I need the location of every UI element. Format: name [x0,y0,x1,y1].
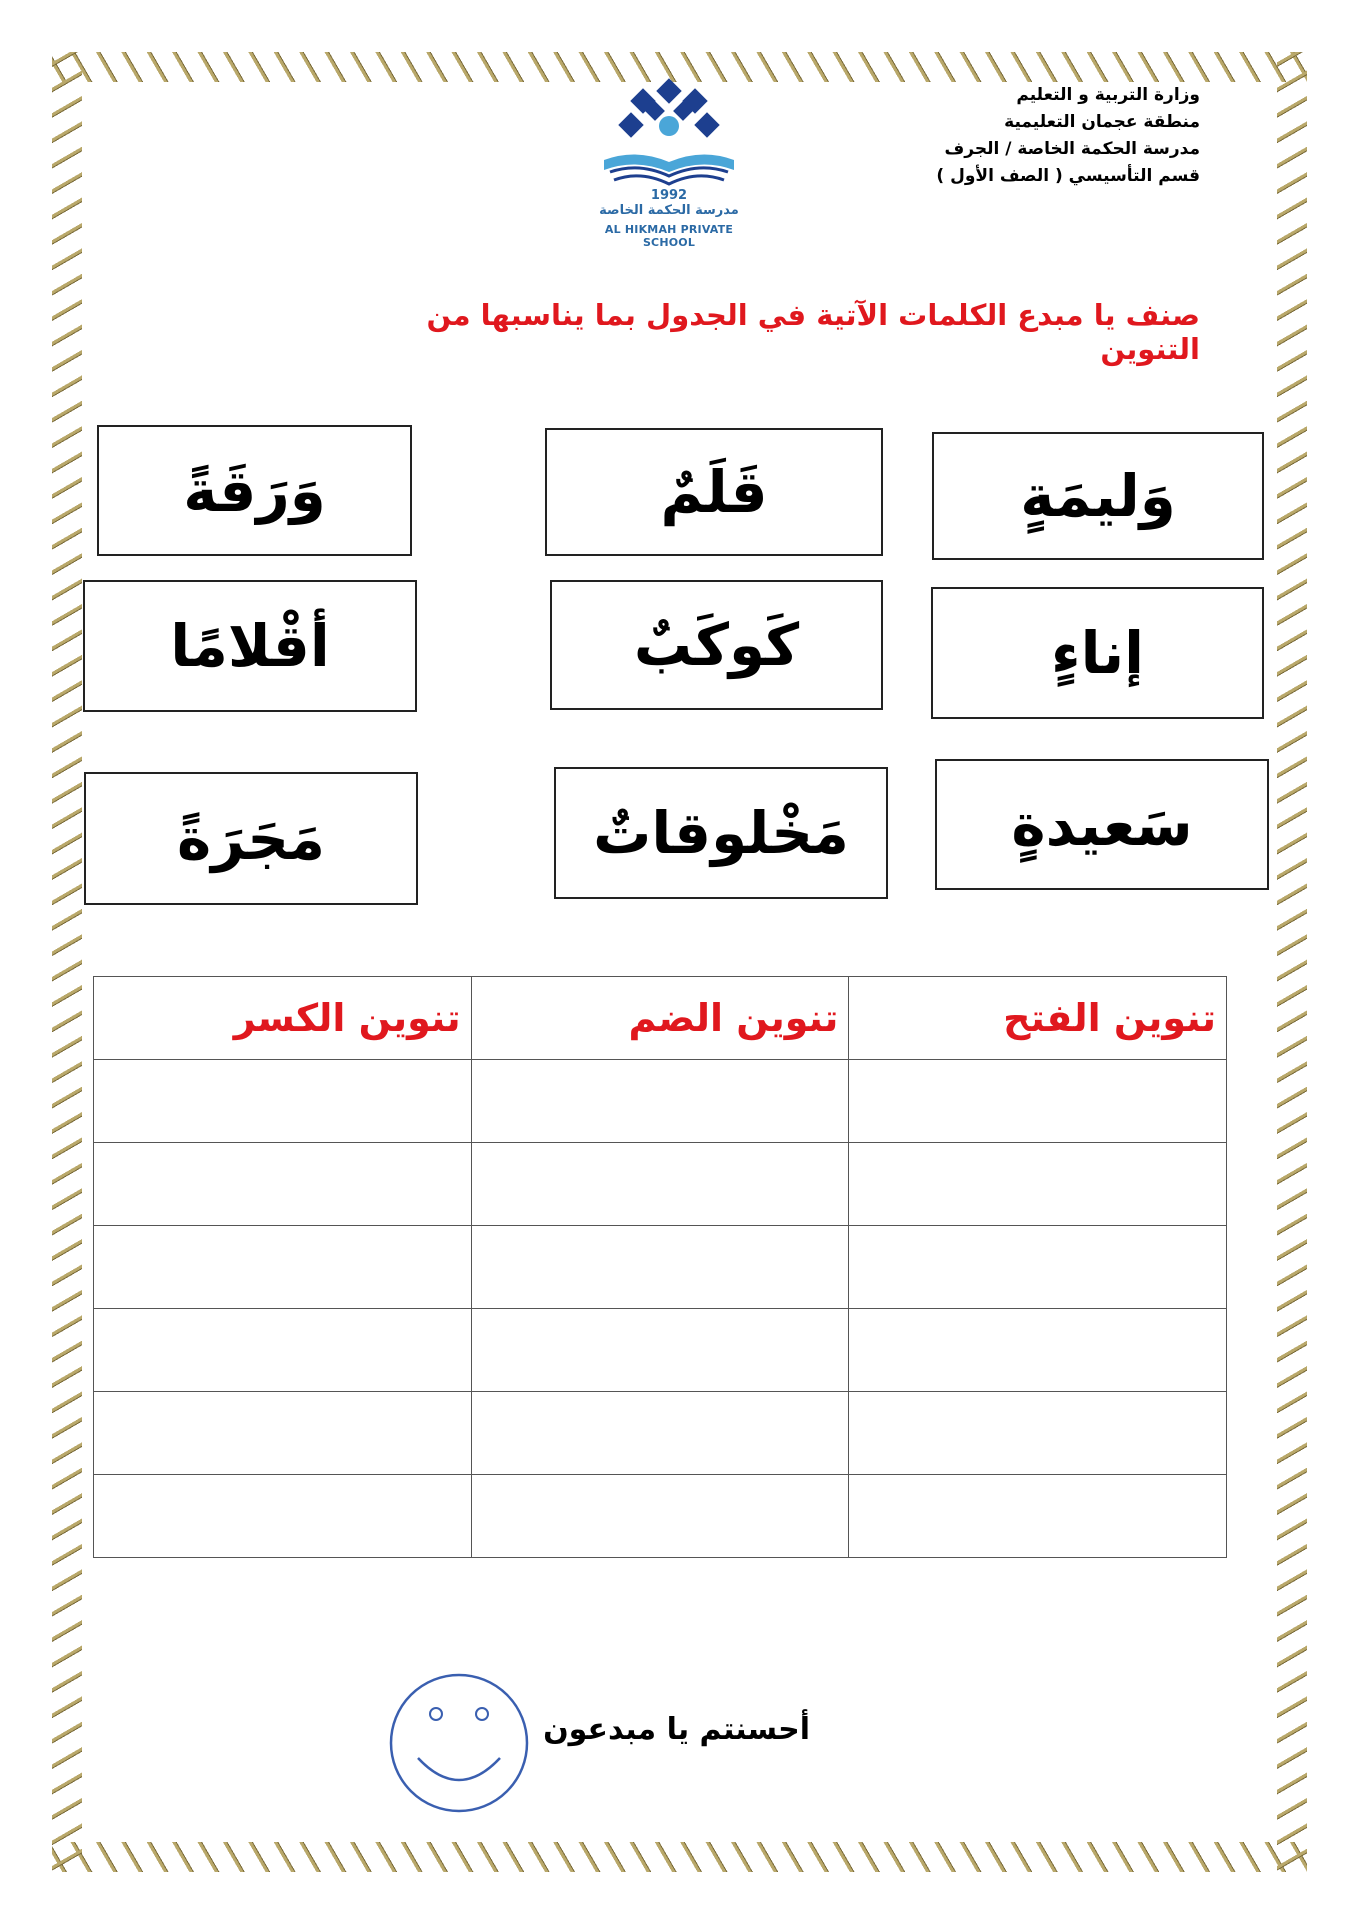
answer-cell[interactable] [471,1143,849,1226]
logo-year: 1992 [650,188,688,203]
section-line: قسم التأسيسي ( الصف الأول ) [936,166,1200,186]
answer-cell[interactable] [471,1226,849,1309]
school-line: مدرسة الحكمة الخاصة / الجرف [944,139,1200,159]
word-card: قَلَمٌ [545,428,883,556]
word-card: وَليمَةٍ [932,432,1264,560]
word-card: سَعيدةٍ [935,759,1269,890]
word-card: مَجَرَةً [84,772,418,905]
table-row [94,1226,1227,1309]
answer-cell[interactable] [849,1392,1227,1475]
answer-cell[interactable] [471,1060,849,1143]
answer-cell[interactable] [94,1392,472,1475]
column-header-kasr: تنوين الكسر [94,977,472,1060]
answer-cell[interactable] [94,1475,472,1558]
decorative-border-left [52,52,82,1872]
answer-cell[interactable] [94,1143,472,1226]
answer-cell[interactable] [471,1392,849,1475]
answer-cell[interactable] [849,1143,1227,1226]
school-header [880,82,1200,190]
answer-cell[interactable] [849,1060,1227,1143]
praise-text: أحسنتم يا مبدعون [543,1712,810,1747]
answer-cell[interactable] [471,1475,849,1558]
answer-cell[interactable] [471,1309,849,1392]
word-card: مَخْلوقاتٌ [554,767,888,899]
decorative-border-bottom [52,1842,1307,1872]
word-card: إناءٍ [931,587,1264,719]
table-row [94,1143,1227,1226]
answer-cell[interactable] [94,1309,472,1392]
column-header-damm: تنوين الضم [471,977,849,1060]
ministry-line: وزارة التربية و التعليم [1016,85,1200,105]
logo-name-arabic: مدرسة الحكمة الخاصة [599,203,739,218]
word-card: كَوكَبٌ [550,580,883,710]
answer-cell[interactable] [849,1309,1227,1392]
decorative-border-right [1277,52,1307,1872]
column-header-fath: تنوين الفتح [849,977,1227,1060]
table-row [94,1475,1227,1558]
table-row [94,1309,1227,1392]
answer-cell[interactable] [94,1060,472,1143]
zone-line: منطقة عجمان التعليمية [1004,112,1200,132]
smiley-face-icon [388,1672,530,1814]
word-card: وَرَقَةً [97,425,412,556]
logo-name-english: AL HIKMAH PRIVATE SCHOOL [604,223,734,249]
table-row [94,1392,1227,1475]
answer-cell[interactable] [849,1226,1227,1309]
answer-cell[interactable] [94,1226,472,1309]
classification-table [93,976,1227,1558]
instruction-text: صنف يا مبدع الكلمات الآتية في الجدول بما يناسبها من التنوين [426,298,1200,366]
table-header-row [94,977,1227,1060]
word-card: أقْلامًا [83,580,417,712]
answer-cell[interactable] [849,1475,1227,1558]
table-row [94,1060,1227,1143]
